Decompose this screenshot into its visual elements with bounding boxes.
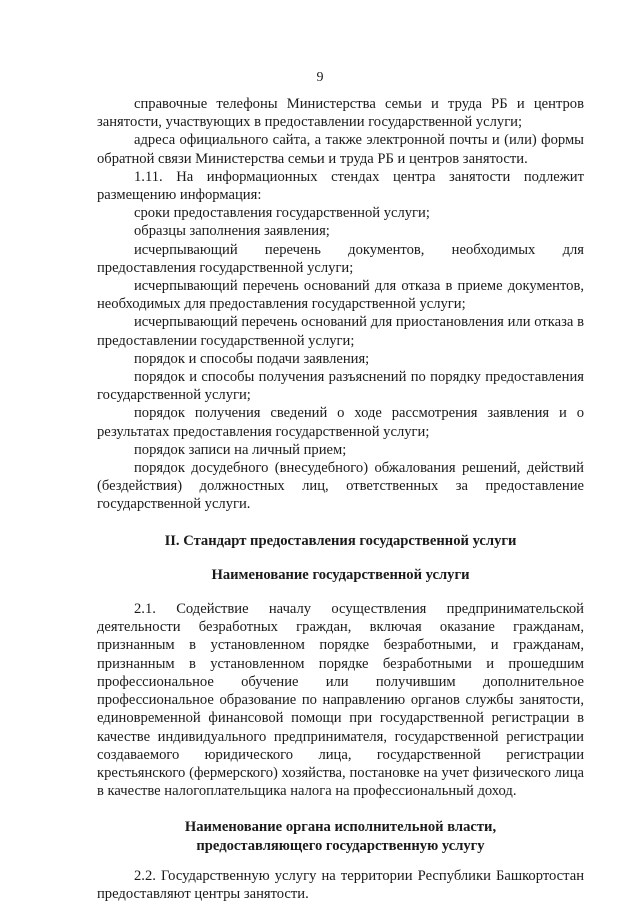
list-item: исчерпывающий перечень документов, необходимых для предоставления государственной услуги; [97,241,584,276]
list-item: исчерпывающий перечень оснований для приостановления или отказа в предоставлении государственной услуги; [97,314,584,349]
subheading-service-name: Наименование государственной услуги [211,566,470,583]
list-item: сроки предоставления государственной услуги; [134,205,430,222]
list-item: порядок досудебного (внесудебного) обжалования решений, действий (бездействия) должностных лиц, ответственных за предоставление государственной услуги. [97,460,584,513]
paragraph-2-2: 2.2. Государственную услугу на территории Республики Башкортостан предоставляют центры занятости. [97,867,584,902]
list-item: образцы заполнения заявления; [134,223,330,240]
subheading-authority-line1: Наименование органа исполнительной власти, [184,819,497,836]
page-number: 9 [316,70,324,85]
paragraph: 1.11. На информационных стендах центра занятости подлежит размещению информация: [97,168,584,204]
paragraph: адреса официального сайта, а также электронной почты и (или) формы обратной связи Министерства семьи и труда РБ и центров занятости. [97,132,584,167]
page-content [97,95,584,903]
list-item: порядок получения сведений о ходе рассмотрения заявления и о результатах предоставления государственной услуги; [97,405,584,440]
list-item: порядок и способы подачи заявления; [134,350,370,367]
list-item: порядок записи на личный прием; [134,441,347,458]
subheading-authority-line2: предоставляющего государственную услугу [196,837,485,854]
paragraph: справочные телефоны Министерства семьи и труда РБ и центров занятости, участвующих в предоставлении государственной услуги; [97,96,584,131]
paragraph-2-1: 2.1. Содействие началу осуществления предпринимательской деятельности безработных граждан, включая оказание гражданам, признанным в установленном порядке безработными, и гражданам, признанным в установленном порядке безработными и прошедшим профессиональное обучение или получившим дополнительное профессиональное образование по направлению органов службы занятости, единовременной финансовой помощи при государственной регистрации в качестве индивидуального предпринимателя, государственной регистрации создаваемого юридического лица, государственной регистрации крестьянского (фермерского) хозяйства, постановке на учет физического лица в качестве налогоплательщика налога на профессиональный доход. [97,601,584,800]
section-heading: II. Стандарт предоставления государственной услуги [164,532,517,549]
list-item: порядок и способы получения разъяснений по порядку предоставления государственной услуги; [97,369,584,404]
list-item: исчерпывающий перечень оснований для отказа в приеме документов, необходимых для предоставления государственной услуги; [97,278,584,313]
